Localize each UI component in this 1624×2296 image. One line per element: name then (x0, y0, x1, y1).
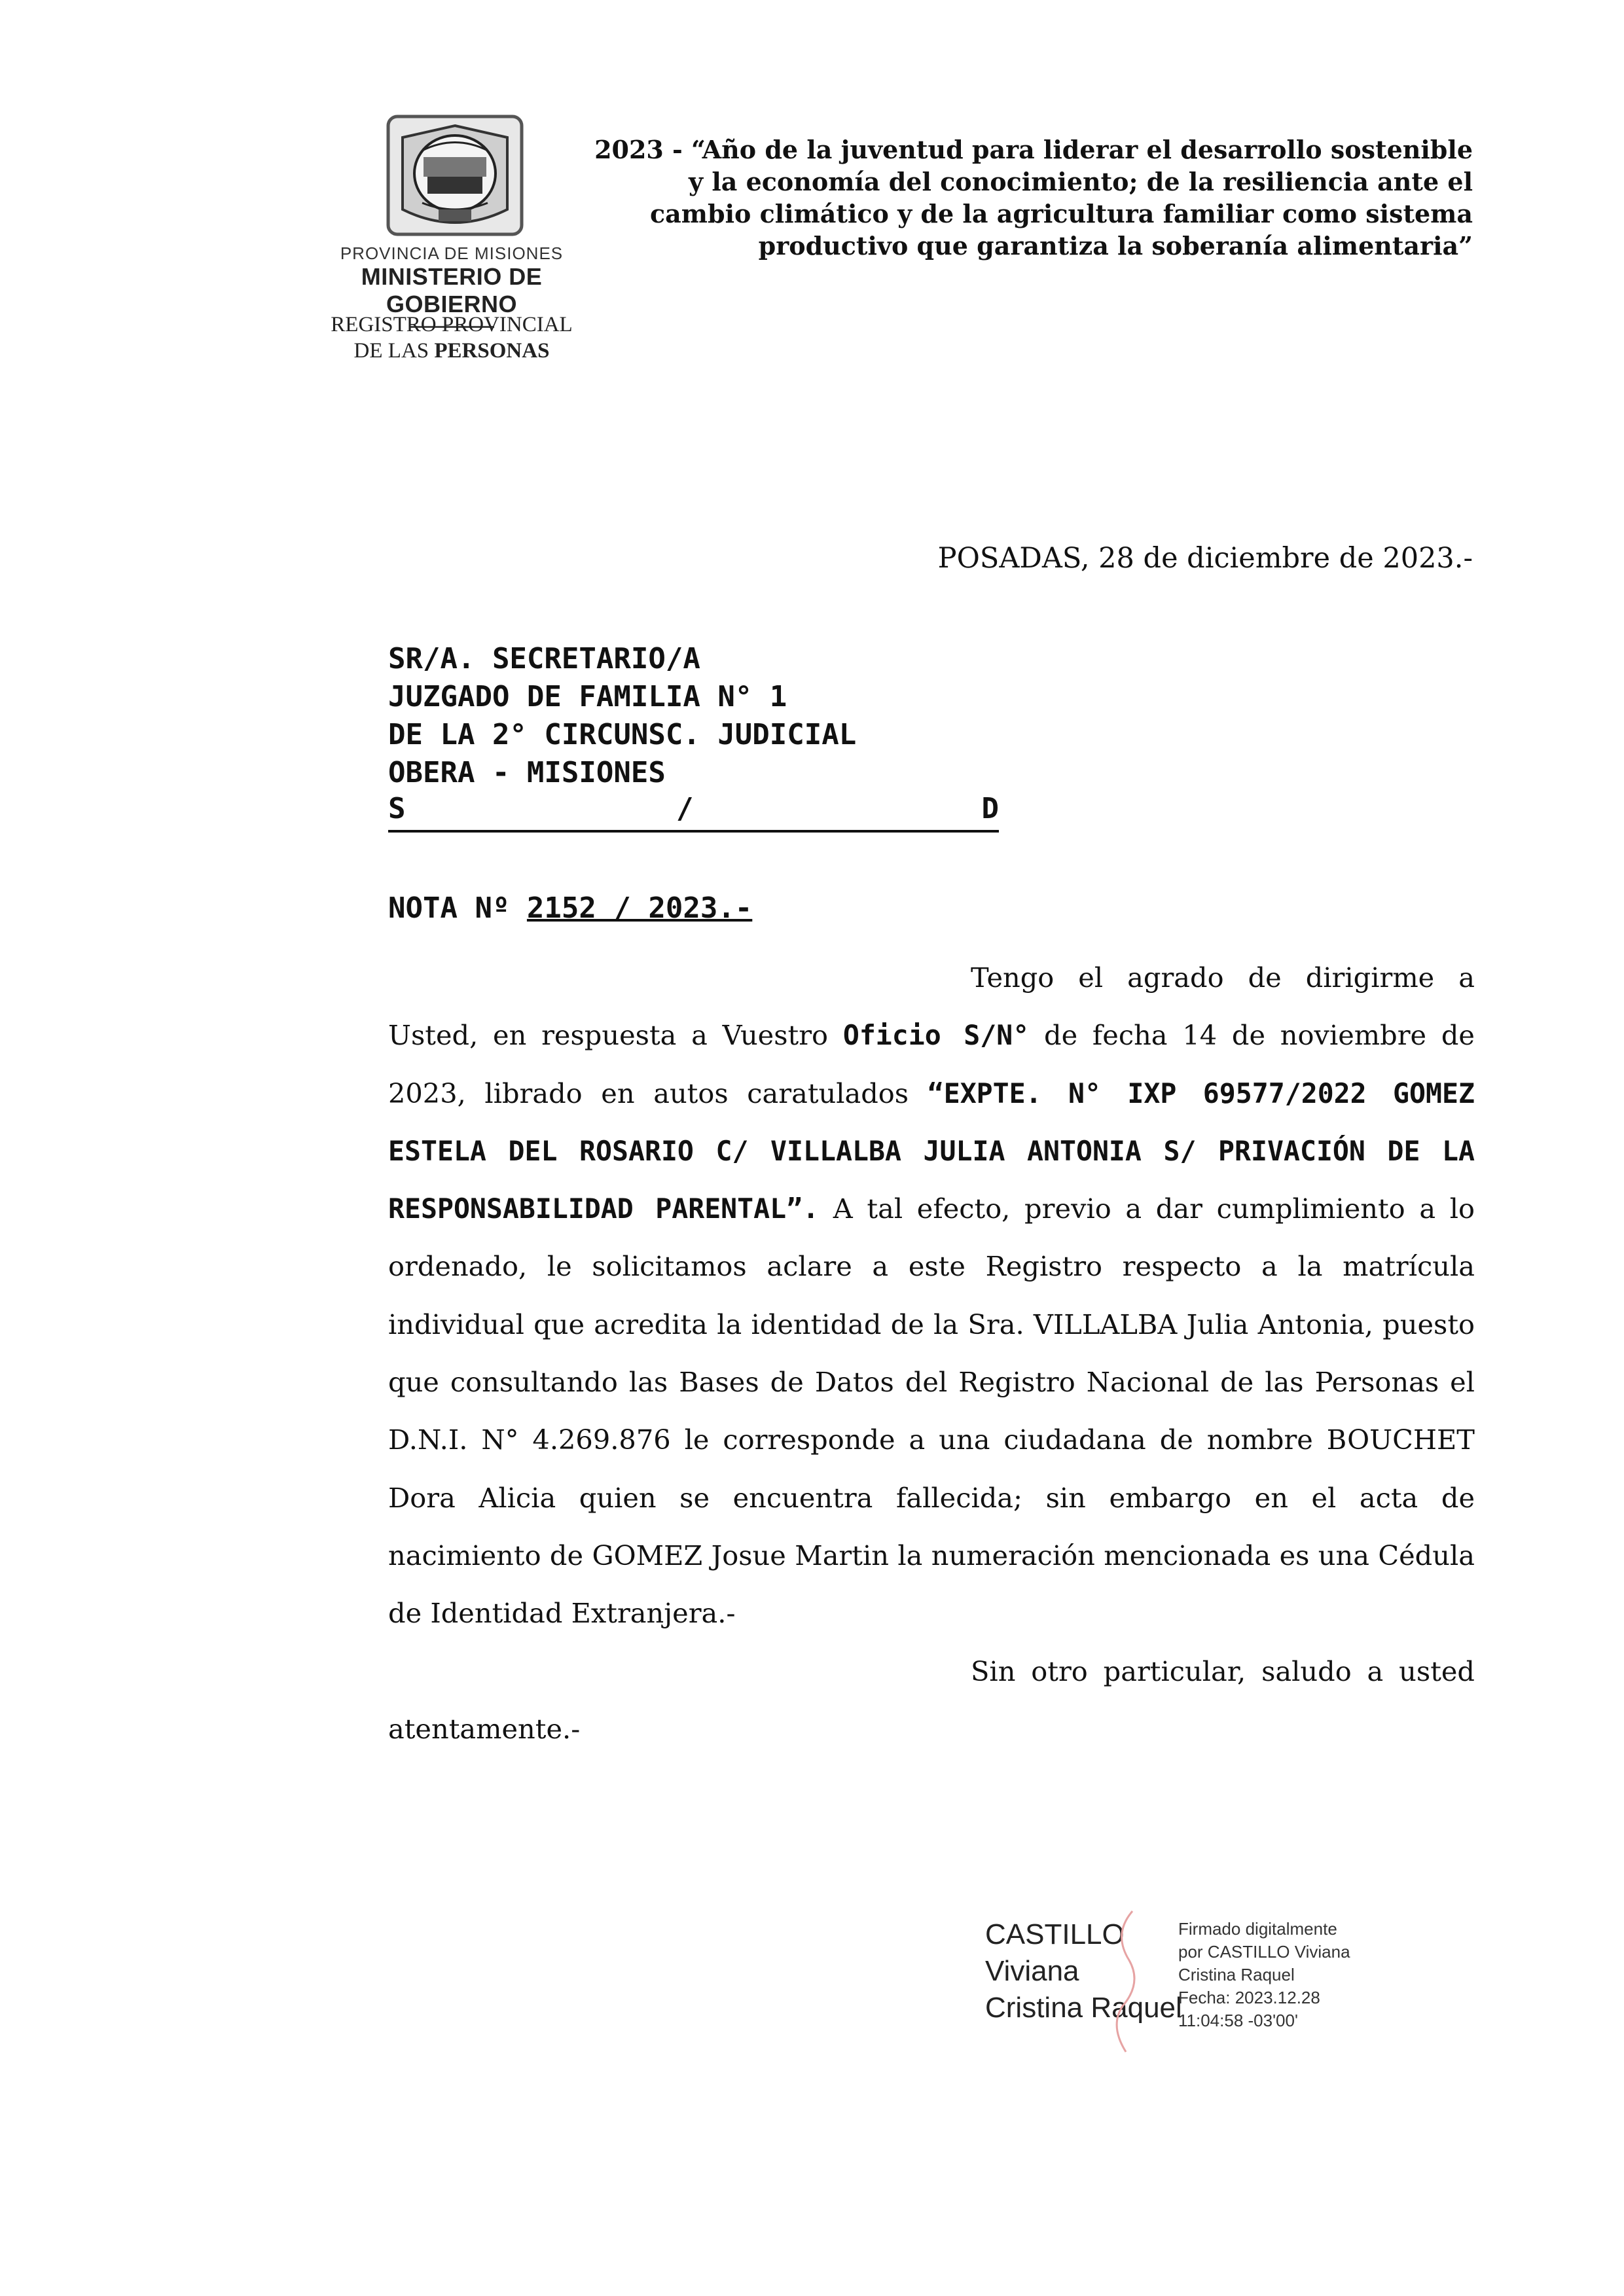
letter-body (388, 949, 1475, 1758)
motto-line: 2023 - “Año de la juventud para liderar el desarrollo sostenible (594, 135, 1473, 164)
office-line-2 (295, 338, 609, 364)
addressee-line: OBERA - MISIONES (388, 756, 666, 789)
motto-line: cambio climático y de la agricultura familiar como sistema (650, 199, 1473, 228)
body-paragraph-1 (388, 949, 1475, 1643)
signer-name (985, 1916, 1182, 2026)
addressee-line: DE LA 2° CIRCUNSC. JUDICIAL (388, 718, 857, 751)
body-paragraph-2: Sin otro particular, saludo a usted atentamente.- (388, 1655, 1475, 1745)
signer-name-line: Viviana (985, 1955, 1079, 1987)
sd-mid: / (676, 792, 694, 825)
signature-meta-line: Cristina Raquel (1178, 1965, 1295, 1984)
case-title: “EXPTE. N° IXP 69577/2022 GOMEZ ESTELA DEL ROSARIO C/ VILLALBA JULIA ANTONIA S/ PRIVACIÓN DE LA RESPONSABILIDAD PARENTAL”. (388, 1077, 1475, 1225)
province-name: PROVINCIA DE MISIONES (340, 243, 564, 263)
office-line-2-prefix: DE LAS (353, 339, 429, 363)
body-text: de fecha 14 de noviembre de 2023, librado en autos caratulados (388, 1019, 1475, 1109)
office-line-2-bold: PERSONAS (434, 339, 550, 363)
signature-meta-line: Fecha: 2023.12.28 (1178, 1988, 1320, 2007)
office-name (295, 312, 609, 364)
sd-right: D (981, 792, 999, 825)
body-bold-text: Oficio S/N° (842, 1019, 1030, 1052)
body-text: A tal efecto, previo a dar cumplimiento a lo ordenado, le solicitamos aclare a este Registro respecto a la matrícula individual que acredita la identidad de la Sra. VILLALBA Julia Antonia, puesto que consultando las Bases de Datos del Registro Nacional de las Personas el D.N.I. N° 4.269.876 le corresponde a una ciudadana de nombre BOUCHET Dora Alicia quien se encuentra fallecida; sin embargo en el acta de nacimiento de GOMEZ Josue Martin la numeración mencionada es una Cédula de Identidad Extranjera.- (388, 1193, 1475, 1630)
signature-meta-line: por CASTILLO Viviana (1178, 1942, 1350, 1962)
digital-signature-details (1178, 1918, 1350, 2032)
note-number-line (388, 891, 752, 925)
addressee-line: SR/A. SECRETARIO/A (388, 642, 700, 675)
motto-line: productivo que garantiza la soberanía alimentaria” (758, 231, 1473, 260)
note-number: 2152 / 2023.- (526, 891, 753, 925)
signature-meta-line: Firmado digitalmente (1178, 1919, 1337, 1939)
office-line-1: REGISTRO PROVINCIAL (331, 313, 573, 336)
body-text: Tengo el agrado de dirigirme a Usted, en respuesta a Vuestro (388, 961, 1475, 1052)
note-label: NOTA Nº (388, 891, 527, 925)
signer-name-line: Cristina Raquel (985, 1992, 1182, 2024)
date-line: POSADAS, 28 de diciembre de 2023.- (937, 542, 1473, 575)
sd-left: S (388, 792, 406, 825)
addressee-block (388, 640, 1003, 792)
signer-name-line: CASTILLO (985, 1918, 1125, 1950)
digital-signature-mark (1106, 1908, 1146, 2055)
signature-meta-line: 11:04:58 -03'00' (1178, 2011, 1298, 2030)
provincial-seal-logo (376, 111, 533, 242)
su-despacho-line (388, 792, 999, 833)
year-motto (563, 134, 1473, 262)
addressee-line: JUZGADO DE FAMILIA N° 1 (388, 680, 787, 713)
ministry-name: MINISTERIO DE GOBIERNO (361, 263, 543, 317)
motto-line: y la economía del conocimiento; de la resiliencia ante el (689, 167, 1473, 196)
